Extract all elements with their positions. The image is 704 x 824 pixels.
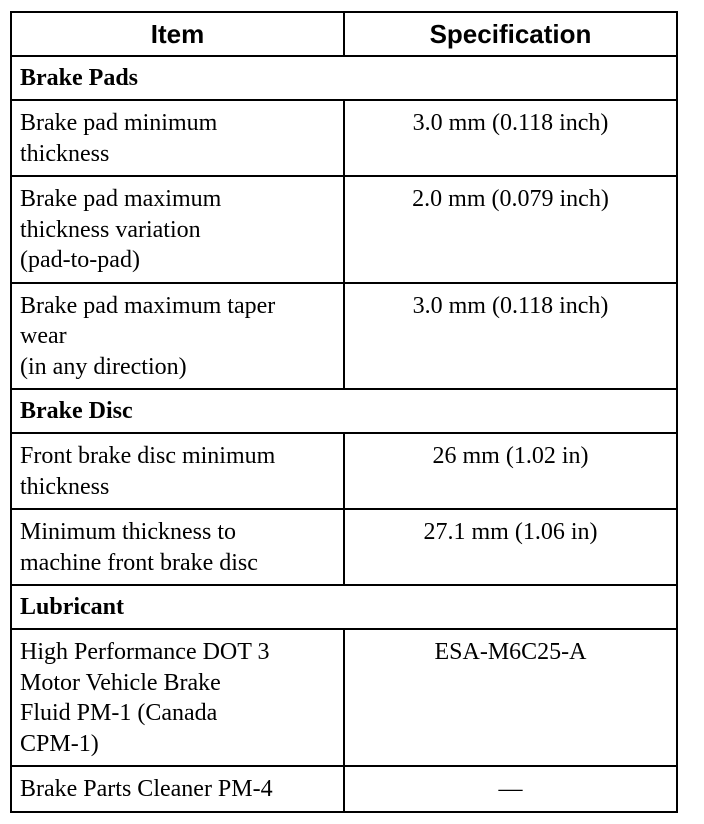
section-title: Brake Disc: [11, 389, 677, 433]
item-cell: Brake Parts Cleaner PM-4: [11, 766, 344, 812]
spec-cell: 2.0 mm (0.079 inch): [344, 176, 677, 283]
spec-cell: —: [344, 766, 677, 812]
table-header-row: [11, 12, 677, 56]
section-row-lubricant: [11, 585, 677, 629]
specification-table: [10, 11, 678, 813]
item-cell: Front brake disc minimum thickness: [11, 433, 344, 509]
spec-cell: 3.0 mm (0.118 inch): [344, 100, 677, 176]
section-row-brake-disc: [11, 389, 677, 433]
spec-cell: 3.0 mm (0.118 inch): [344, 283, 677, 390]
table-row: [11, 629, 677, 766]
section-row-brake-pads: [11, 56, 677, 100]
item-cell: Brake pad maximum taper wear (in any direction): [11, 283, 344, 390]
table-row: [11, 283, 677, 390]
section-title: Lubricant: [11, 585, 677, 629]
table-row: [11, 433, 677, 509]
table-row: [11, 509, 677, 585]
spec-cell: ESA-M6C25-A: [344, 629, 677, 766]
section-title: Brake Pads: [11, 56, 677, 100]
item-cell: Brake pad maximum thickness variation (pad-to-pad): [11, 176, 344, 283]
item-cell: Minimum thickness to machine front brake disc: [11, 509, 344, 585]
table-row: [11, 100, 677, 176]
item-cell: Brake pad minimum thickness: [11, 100, 344, 176]
spec-cell: 27.1 mm (1.06 in): [344, 509, 677, 585]
item-column-header: Item: [11, 12, 344, 56]
table-row: [11, 176, 677, 283]
item-cell: High Performance DOT 3 Motor Vehicle Brake Fluid PM-1 (Canada CPM-1): [11, 629, 344, 766]
spec-cell: 26 mm (1.02 in): [344, 433, 677, 509]
specification-column-header: Specification: [344, 12, 677, 56]
table-row: [11, 766, 677, 812]
